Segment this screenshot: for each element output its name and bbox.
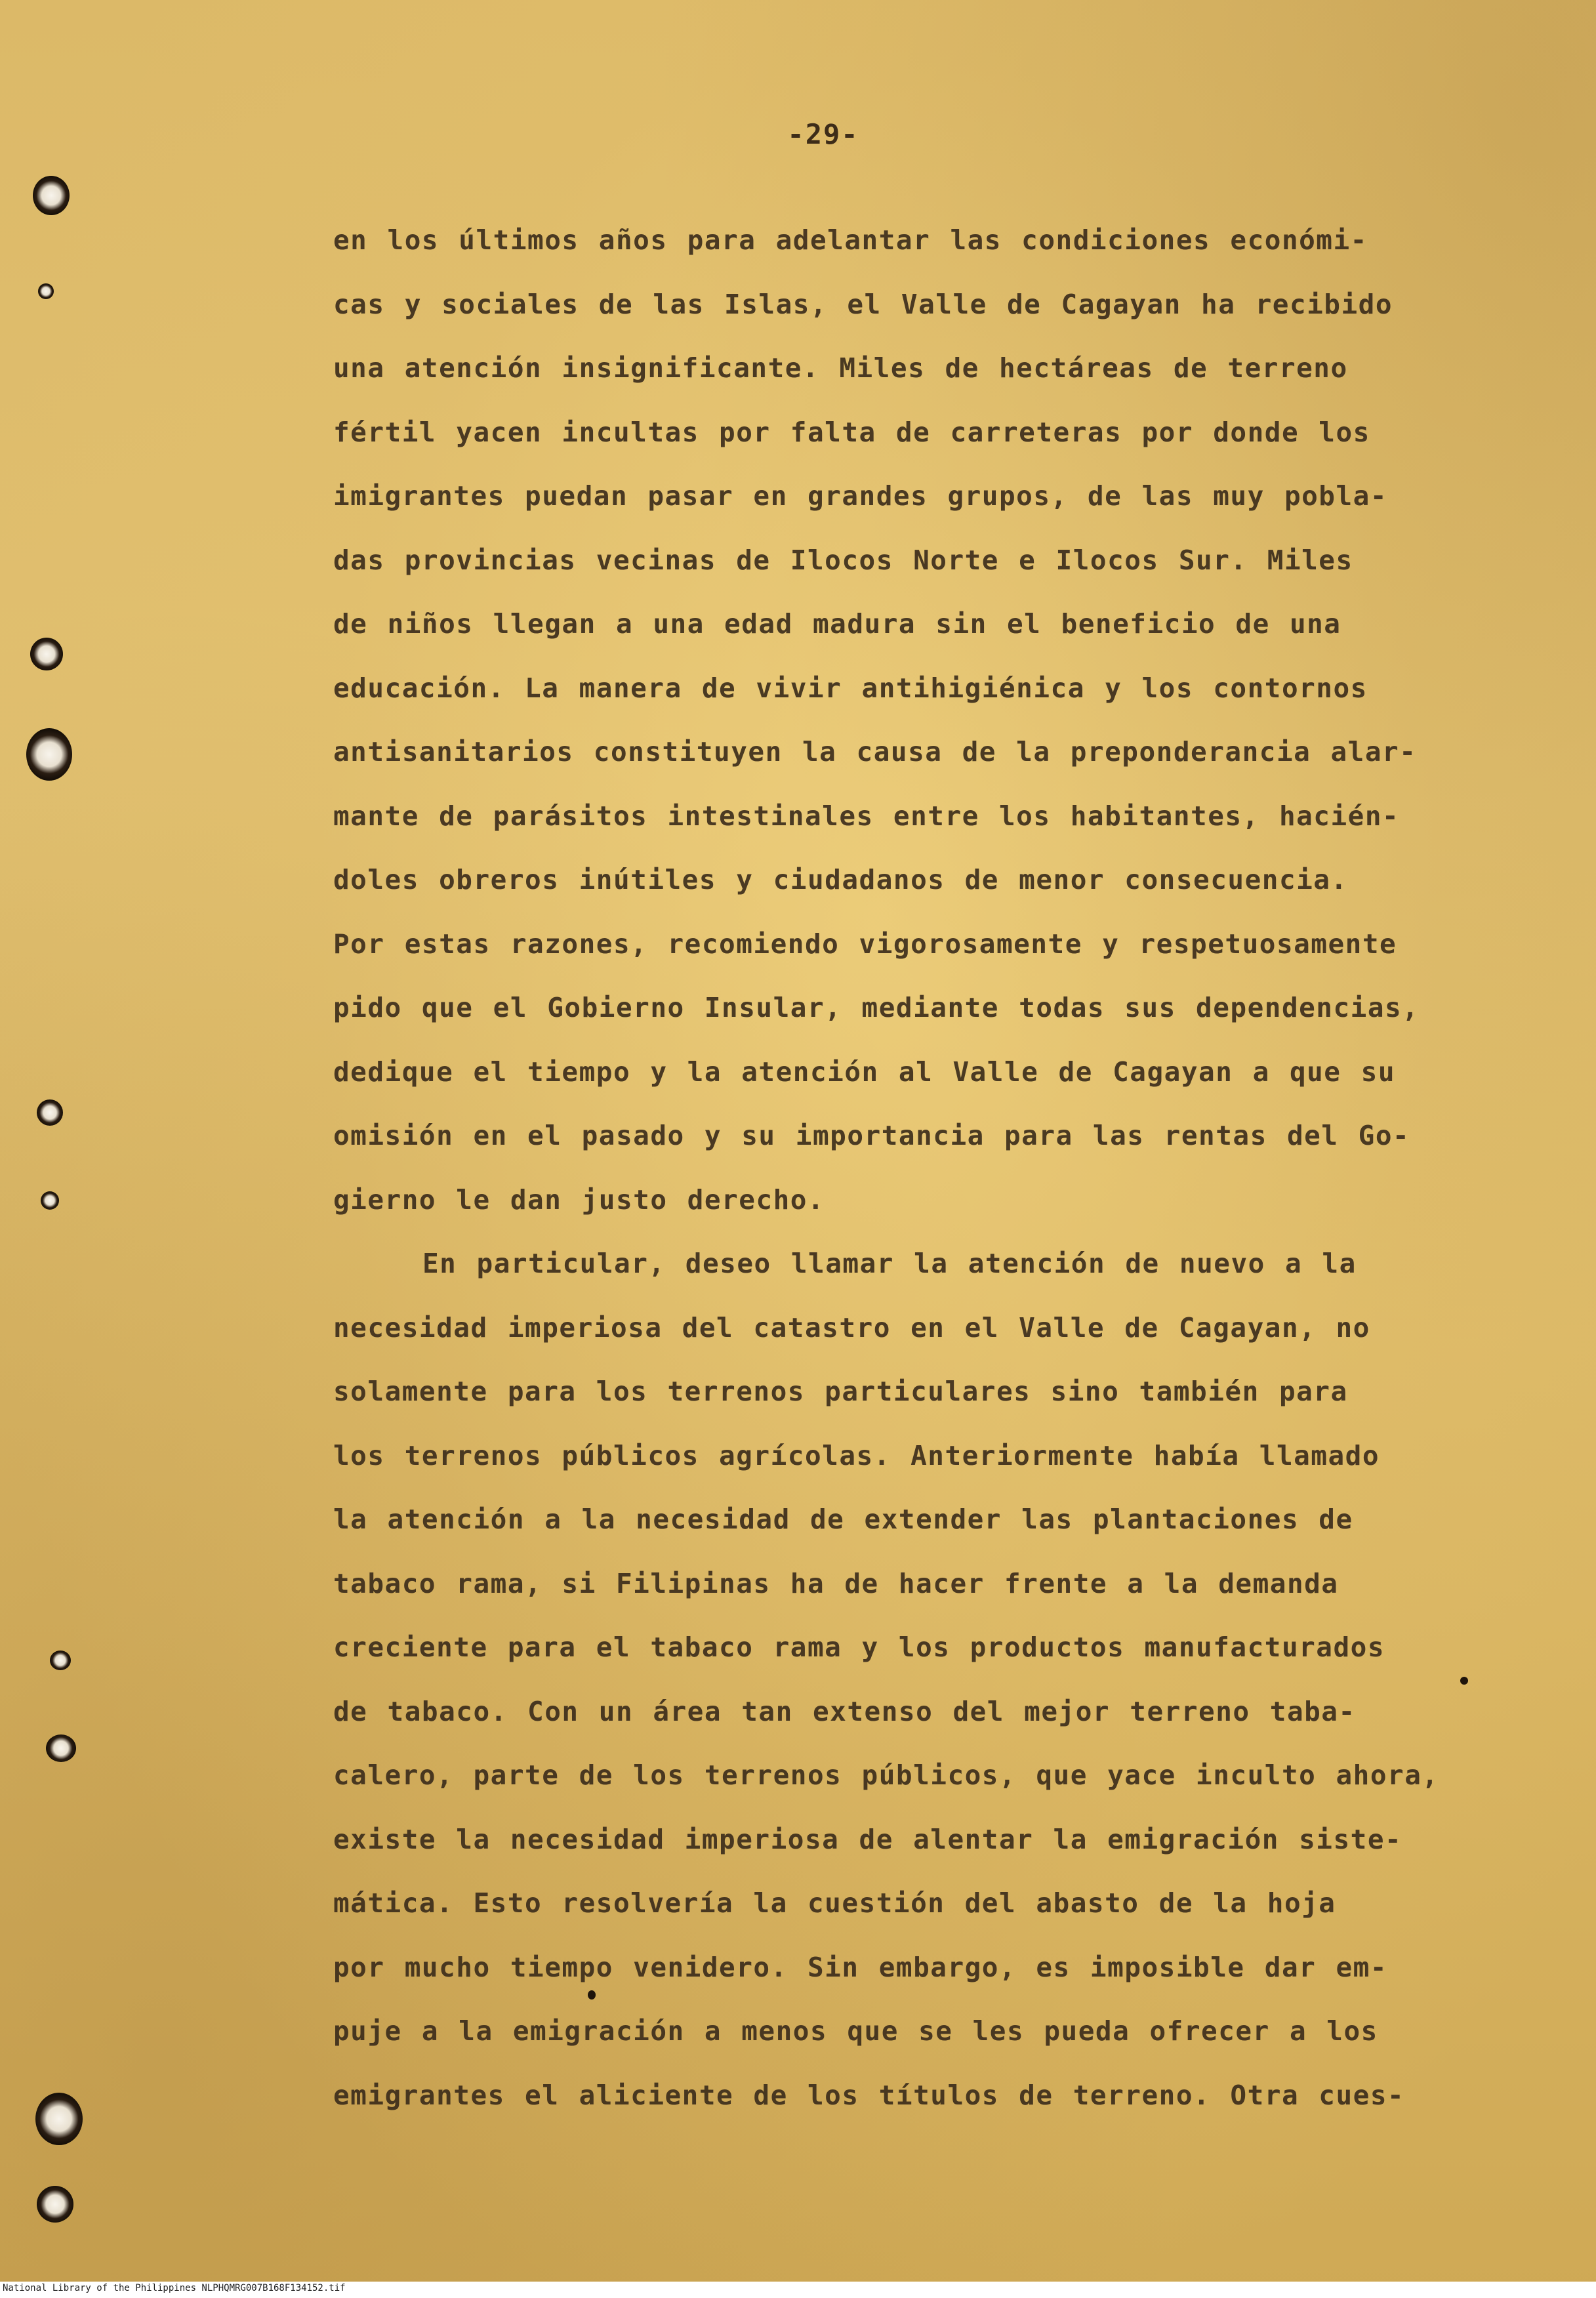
text-line: mática. Esto resolvería la cuestión del abasto de la hoja xyxy=(333,1887,1336,1919)
ink-speck xyxy=(588,1990,596,2000)
text-line: puje a la emigración a menos que se les pueda ofrecer a los xyxy=(333,2015,1378,2047)
text-line: tabaco rama, si Filipinas ha de hacer frente a la demanda xyxy=(333,1567,1339,1599)
text-line: existe la necesidad imperiosa de alentar la emigración siste- xyxy=(333,1823,1402,1855)
punch-hole xyxy=(30,638,63,670)
punch-hole xyxy=(33,176,70,215)
text-line: omisión en el pasado y su importancia para las rentas del Go- xyxy=(333,1120,1410,1151)
text-line: de tabaco. Con un área tan extenso del mejor terreno taba- xyxy=(333,1695,1356,1727)
punch-hole xyxy=(41,1191,59,1210)
text-line: antisanitarios constituyen la causa de la preponderancia alar- xyxy=(333,736,1417,768)
ink-speck xyxy=(1460,1677,1468,1685)
text-line: Por estas razones, recomiendo vigorosamente y respetuosamente xyxy=(333,928,1397,960)
punch-hole xyxy=(35,2093,83,2145)
text-line: en los últimos años para adelantar las condiciones económi- xyxy=(333,224,1368,256)
text-line: fértil yacen incultas por falta de carreteras por donde los xyxy=(333,416,1370,448)
punch-hole xyxy=(46,1734,76,1762)
text-line: la atención a la necesidad de extender las plantaciones de xyxy=(333,1504,1353,1535)
punch-hole xyxy=(37,1099,63,1126)
text-line: mante de parásitos intestinales entre los habitantes, hacién- xyxy=(333,800,1400,832)
punch-hole xyxy=(50,1651,71,1670)
punch-hole xyxy=(37,2186,73,2223)
text-line: emigrantes el aliciente de los títulos de terreno. Otra cues- xyxy=(333,2079,1405,2111)
text-line: imigrantes puedan pasar en grandes grupos, de las muy pobla- xyxy=(333,480,1388,512)
text-line: necesidad imperiosa del catastro en el Valle de Cagayan, no xyxy=(333,1311,1370,1344)
text-line: das provincias vecinas de Ilocos Norte e Ilocos Sur. Miles xyxy=(333,544,1353,576)
body-text xyxy=(333,209,1439,2127)
text-line: calero, parte de los terrenos públicos, que yace inculto ahora, xyxy=(333,1759,1439,1791)
text-line: pido que el Gobierno Insular, mediante todas sus dependencias, xyxy=(333,992,1420,1023)
page-number: -29- xyxy=(787,118,859,150)
punch-hole xyxy=(38,283,54,299)
text-line: solamente para los terrenos particulares sino también para xyxy=(333,1376,1348,1407)
text-line: gierno le dan justo derecho. xyxy=(333,1183,825,1216)
text-line: doles obreros inútiles y ciudadanos de menor consecuencia. xyxy=(333,864,1348,895)
text-line: una atención insignificante. Miles de hectáreas de terreno xyxy=(333,352,1348,384)
text-line: por mucho tiempo venidero. Sin embargo, es imposible dar em- xyxy=(333,1951,1388,1983)
paragraph-start-line: En particular, deseo llamar la atención de nuevo a la xyxy=(422,1248,1357,1279)
text-line: educación. La manera de vivir antihigiénica y los contornos xyxy=(333,672,1368,704)
archive-credit: National Library of the Philippines NLPHQMRG007B168F134152.tif xyxy=(3,2283,346,2293)
text-line: creciente para el tabaco rama y los productos manufacturados xyxy=(333,1631,1385,1663)
text-line: de niños llegan a una edad madura sin el beneficio de una xyxy=(333,608,1341,640)
text-line: cas y sociales de las Islas, el Valle de Cagayan ha recibido xyxy=(333,288,1393,320)
punch-hole xyxy=(26,728,72,781)
text-line: los terrenos públicos agrícolas. Anteriormente había llamado xyxy=(333,1439,1380,1471)
text-line: dedique el tiempo y la atención al Valle de Cagayan a que su xyxy=(333,1056,1396,1088)
